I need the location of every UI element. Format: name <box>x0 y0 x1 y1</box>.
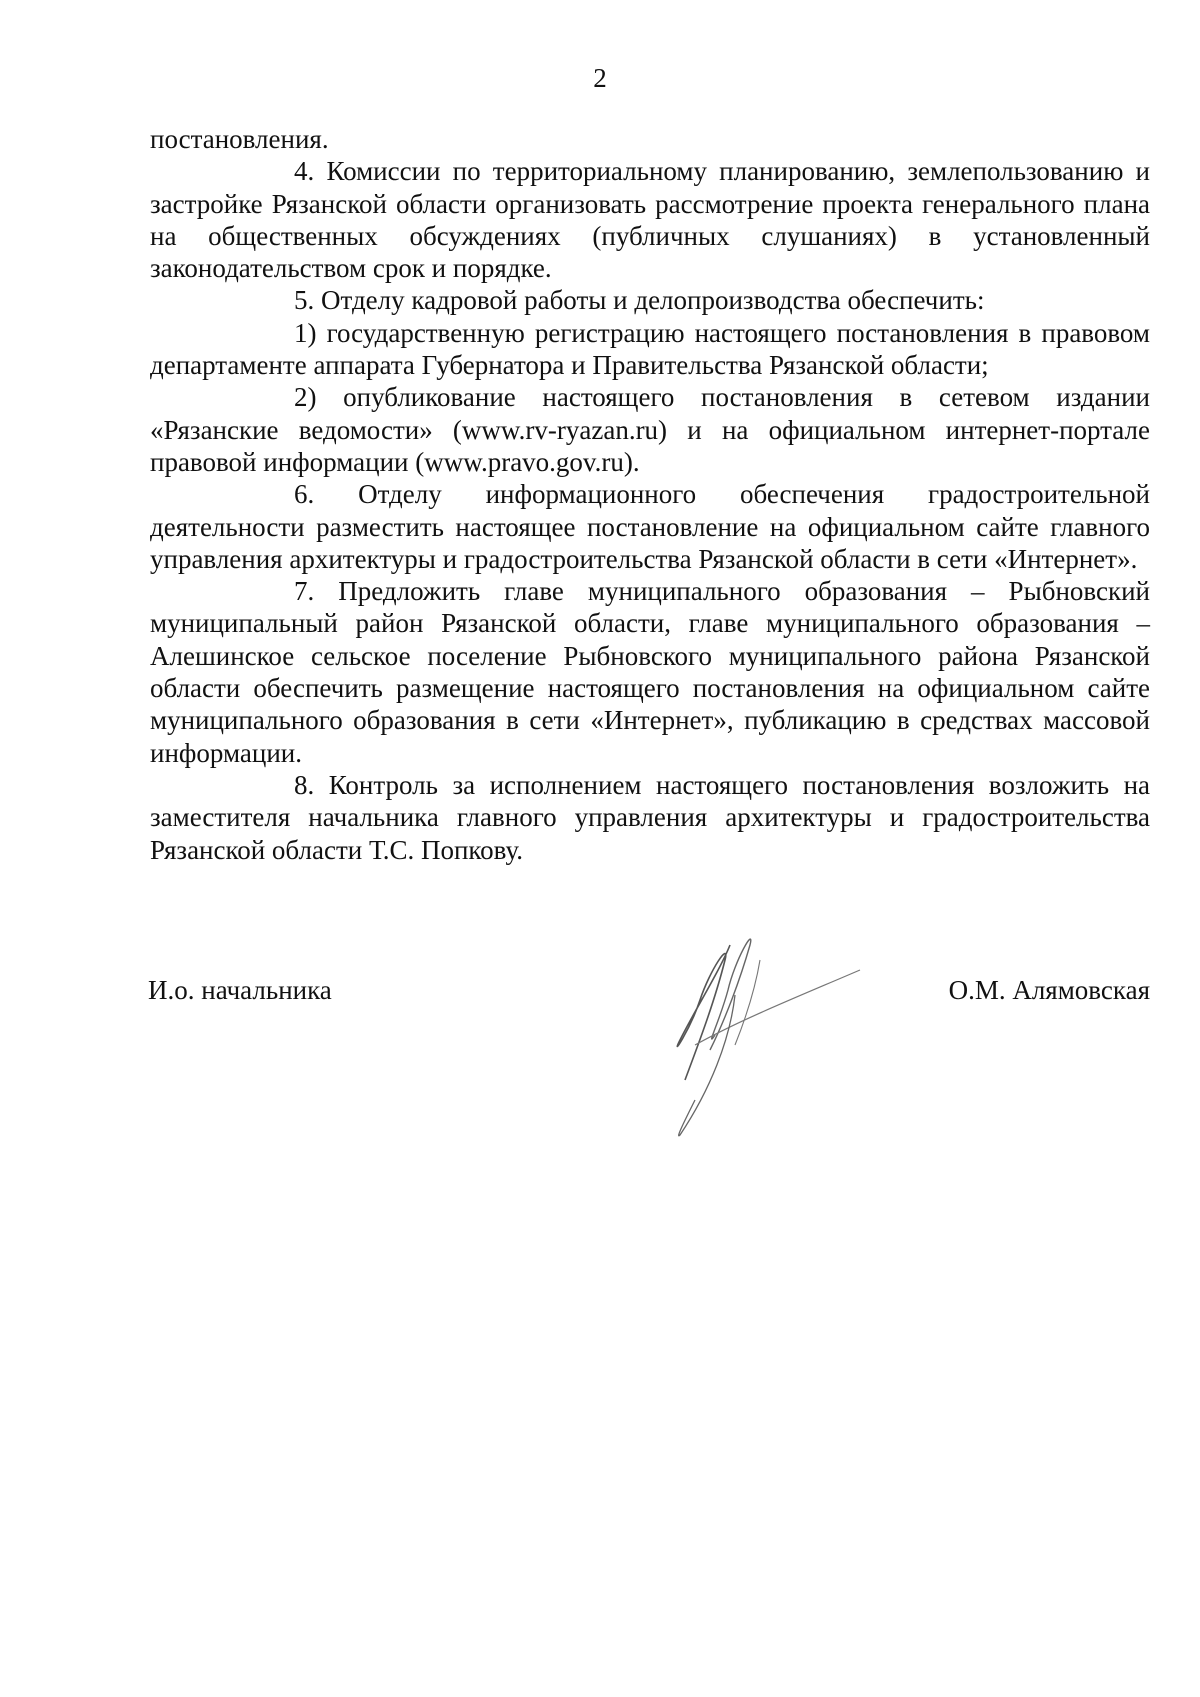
paragraph-text: Отделу кадровой работы и делопроизводства обеспечить: <box>321 285 985 316</box>
paragraph-number: 6. <box>294 479 315 510</box>
paragraph-text: постановления. <box>150 124 329 154</box>
paragraph-5-2 <box>150 381 1150 478</box>
paragraph-number: 8. <box>294 769 315 800</box>
signer-position: И.о. начальника <box>148 975 332 1005</box>
handwritten-signature <box>640 900 880 1140</box>
paragraph-7 <box>150 575 1150 769</box>
paragraph-text: государственную регистрацию настоящего постановления в правовом департаменте аппарата Губернатора и Правительства Рязанской области; <box>150 317 1151 381</box>
paragraph-text: Комиссии по территориальному планированию, землепользованию и застройке Рязанской области организовать рассмотрение проекта генерального плана на общественных обсуждениях (публичных слушаниях) в установленный законодательством срок и порядке. <box>150 156 1150 284</box>
paragraph-number: 5. <box>294 285 315 316</box>
paragraph-text: Предложить главе муниципального образования – Рыбновский муниципальный район Рязанской области, главе муниципального образования – Алешинское сельское поселение Рыбновского муниципального района Рязанской области обеспечить размещение настоящего постановления на официальном сайте муниципального образования в сети «Интернет», публикацию в средствах массовой информации. <box>150 576 1150 768</box>
document-body <box>150 123 1150 866</box>
paragraph-6 <box>150 478 1150 575</box>
paragraph-number: 1) <box>294 317 317 348</box>
paragraph-number: 4. <box>294 156 315 187</box>
paragraph-text: опубликование настоящего постановления в сетевом издании «Рязанские ведомости» (www.rv-ryazan.ru) и на официальном интернет-портале правовой информации (www.pravo.gov.ru). <box>150 382 1151 477</box>
paragraph-8 <box>150 769 1150 866</box>
paragraph-continuation <box>150 123 1150 155</box>
paragraph-number: 7. <box>294 576 315 607</box>
page-number: 2 <box>593 63 607 93</box>
paragraph-text: Контроль за исполнением настоящего постановления возложить на заместителя начальника главного управления архитектуры и градостроительства Рязанской области Т.С. Попкову. <box>150 769 1151 865</box>
paragraph-text: Отделу информационного обеспечения градостроительной деятельности разместить настоящее постановление на официальном сайте главного управления архитектуры и градостроительства Рязанской области в сети «Интернет». <box>150 479 1150 574</box>
paragraph-number: 2) <box>294 382 317 413</box>
paragraph-4 <box>150 155 1150 284</box>
paragraph-5 <box>150 284 1150 316</box>
signer-name: О.М. Алямовская <box>948 975 1150 1005</box>
paragraph-5-1 <box>150 317 1150 382</box>
signature-block <box>148 974 1150 1014</box>
